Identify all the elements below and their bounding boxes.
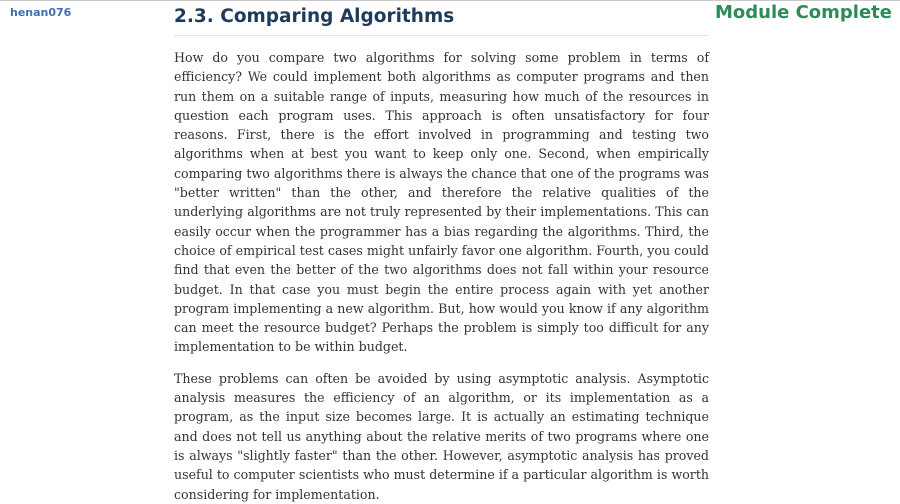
paragraph-2: These problems can often be avoided by using asymptotic analysis. Asymptotic analysis measures the efficiency of an algorithm, or its implementation as a program, as the input size becomes large. It is actually an estimating technique and does not tell us anything about the relative merits of two programs where one is always "slightly faster" than the other. However, asymptotic analysis has proved useful to computer scientists who must determine if a particular algorithm is worth considering for implementation. [174,370,709,502]
section-title: 2.3. Comparing Algorithms [174,5,709,36]
top-divider [0,0,900,1]
user-account-link[interactable]: henan076 [10,6,72,19]
main-content [174,5,709,504]
module-status-label: Module Complete [714,2,892,23]
paragraph-1: How do you compare two algorithms for solving some problem in terms of efficiency? We could implement both algorithms as computer programs and then run them on a suitable range of inputs, measuring how much of the resources in question each program uses. This approach is often unsatisfactory for four reasons. First, there is the effort involved in programming and testing two algorithms when at best you want to keep only one. Second, when empirically comparing two algorithms there is always the chance that one of the programs was "better written" than the other, and therefore the relative qualities of the underlying algorithms are not truly represented by their implementations. This can easily occur when the programmer has a bias regarding the algorithms. Third, the choice of empirical test cases might unfairly favor one algorithm. Fourth, you could find that even the better of the two algorithms does not fall within your resource budget. In that case you must begin the entire process again with yet another program implementing a new algorithm. But, how would you know if any algorithm can meet the resource budget? Perhaps the problem is simply too difficult for any implementation to be within budget. [174,50,709,355]
